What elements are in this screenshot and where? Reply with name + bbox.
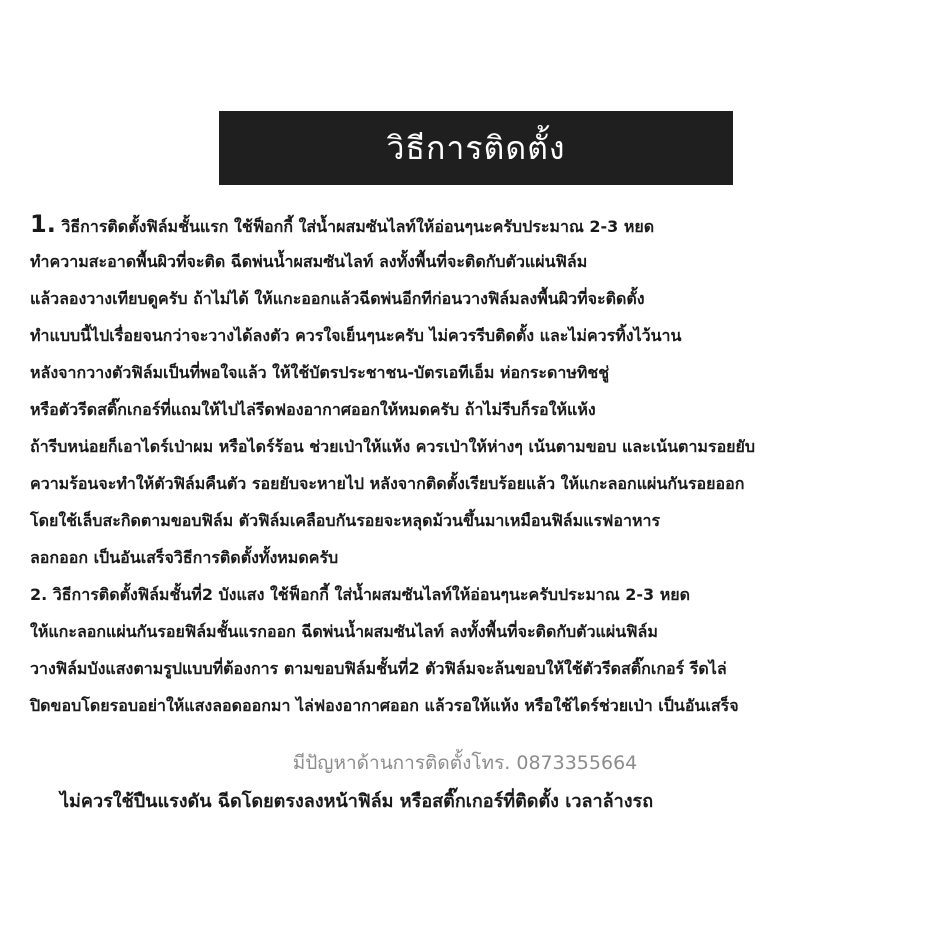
contact-text: มีปัญหาด้านการติดตั้งโทร. 0873355664 <box>292 752 638 774</box>
step2-line: ปิดขอบโดยรอบอย่าให้แสงลอดออกมา ไล่ฟองอากาศออก แล้วรอให้แห้ง หรือใช้ไดร์ช่วยเป่า เป็นอันเสร็จ <box>30 696 739 715</box>
step2-line: วางฟิล์มบังแสงตามรูปแบบที่ต้องการ ตามขอบฟิล์มชั้นที่2 ตัวฟิล์มจะล้นขอบให้ใช้ตัวรีดสติ๊กเกอร์ รีดไล่ <box>30 659 727 678</box>
page-title: วิธีการติดตั้ง <box>386 128 566 167</box>
step2-line <box>30 576 910 613</box>
step2-line-text: วิธีการติดตั้งฟิล์มชั้นที่2 บังแสง ใช้ฟ็อกกี้ ใส่น้ำผสมซันไลท์ให้อ่อนๆนะครับประมาณ 2-3 หยด <box>47 585 691 604</box>
step1-line: แล้วลองวางเทียบดูครับ ถ้าไม่ได้ ให้แกะออกแล้วฉีดพ่นอีกทีก่อนวางฟิล์มลงพื้นผิวที่จะติดตั้ง <box>30 289 645 308</box>
warning-text: ไม่ควรใช้ปืนแรงดัน ฉีดโดยตรงลงหน้าฟิล์ม หรือสติ๊กเกอร์ที่ติดตั้ง เวลาล้างรถ <box>60 791 654 812</box>
step1-line: ทำความสะอาดพื้นผิวที่จะติด ฉีดพ่นน้ำผสมซันไลท์ ลงทั้งพื้นที่จะติดกับตัวแผ่นฟิล์ม <box>30 252 588 271</box>
step2-number: 2. <box>30 585 48 604</box>
step1-line: ความร้อนจะทำให้ตัวฟิล์มคืนตัว รอยยับจะหายไป หลังจากติดตั้งเรียบร้อยแล้ว ให้แกะลอกแผ่นกันรอยออก <box>30 474 745 493</box>
step1-number: 1. <box>30 210 56 238</box>
step1-line-text: วิธีการติดตั้งฟิล์มชั้นแรก ใช้ฟ็อกกี้ ใส่น้ำผสมซันไลท์ให้อ่อนๆนะครับประมาณ 2-3 หยด <box>55 217 655 236</box>
step1-line: ทำแบบนี้ไปเรื่อยจนกว่าจะวางได้ลงตัว ควรใจเย็นๆนะครับ ไม่ควรรีบติดตั้ง และไม่ควรทิ้งไว้นาน <box>30 326 682 345</box>
instructions <box>30 206 910 724</box>
step1-line: หรือตัวรีดสติ๊กเกอร์ที่แถมให้ไปไล่รีดฟองอากาศออกให้หมดครับ ถ้าไม่รีบก็รอให้แห้ง <box>30 400 596 419</box>
step2-line: ให้แกะลอกแผ่นกันรอยฟิล์มชั้นแรกออก ฉีดพ่นน้ำผสมซันไลท์ ลงทั้งพื้นที่จะติดกับตัวแผ่นฟิล์ม <box>30 622 658 641</box>
step1-line: ถ้ารีบหน่อยก็เอาไดร์เป่าผม หรือไดร์ร้อน ช่วยเป่าให้แห้ง ควรเป่าให้ห่างๆ เน้นตามขอบ และเน้นตามรอยยับ <box>30 437 756 456</box>
step1-line: โดยใช้เล็บสะกิดตามขอบฟิล์ม ตัวฟิล์มเคลือบกันรอยจะหลุดม้วนขึ้นมาเหมือนฟิล์มแรฟอาหาร <box>30 511 661 530</box>
step1-line <box>30 206 910 243</box>
contact-info <box>0 748 926 778</box>
title-banner <box>219 111 733 185</box>
step1-line: หลังจากวางตัวฟิล์มเป็นที่พอใจแล้ว ให้ใช้บัตรประชาชน-บัตรเอทีเอ็ม ห่อกระดาษทิชชู่ <box>30 363 610 382</box>
step1-line: ลอกออก เป็นอันเสร็จวิธีการติดตั้งทั้งหมดครับ <box>30 548 339 567</box>
